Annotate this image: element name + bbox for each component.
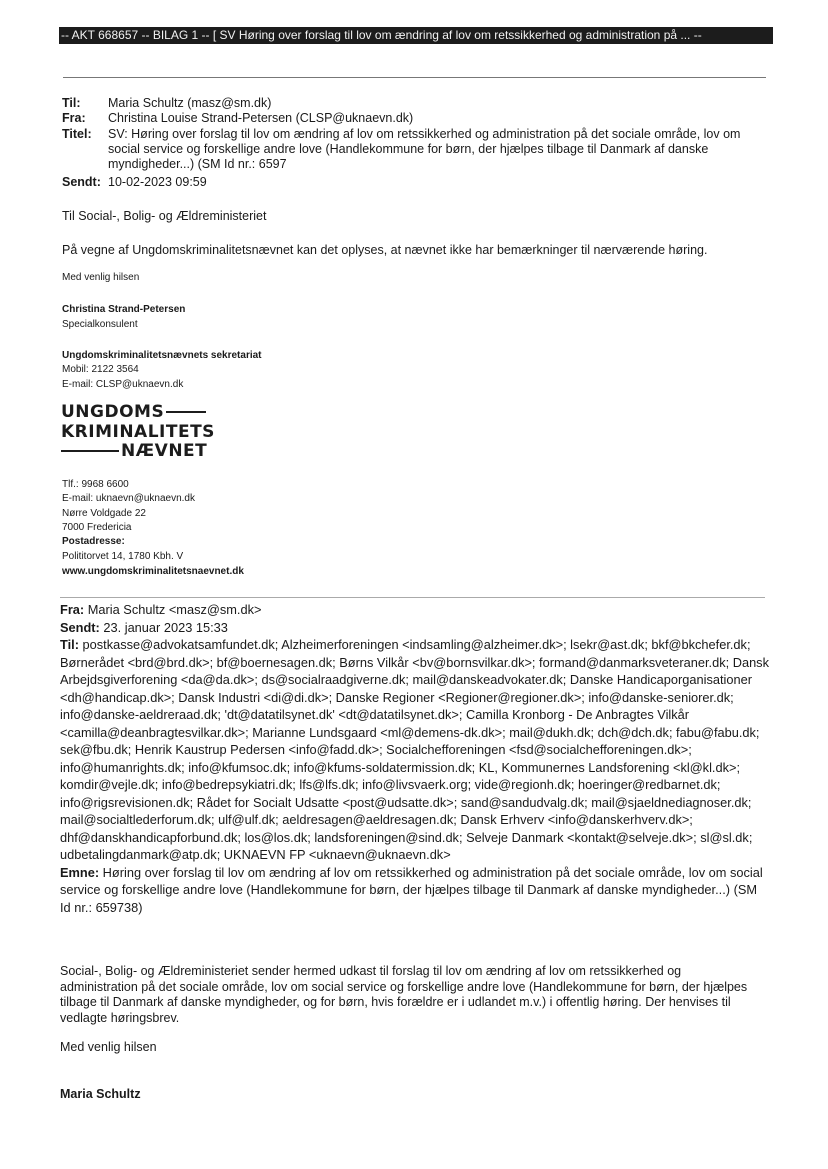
forwarded-sent: 23. januar 2023 15:33 xyxy=(103,619,228,635)
logo-line-2: KRIMINALITETS xyxy=(61,421,215,442)
logo-line-3: NÆVNET xyxy=(61,442,261,462)
postal-address: Polititorvet 14, 1780 Kbh. V xyxy=(62,551,184,562)
reply-message: På vegne af Ungdomskriminalitetsnævnet kan det oplyses, at nævnet ikke har bemærkninger til nærværende høring. xyxy=(62,243,708,257)
forwarded-from-row: Fra: Maria Schultz <masz@sm.dk> xyxy=(60,602,262,617)
postal-label: Postadresse: xyxy=(62,536,125,547)
reply-greeting: Til Social-, Bolig- og Ældreministeriet xyxy=(62,209,267,223)
forward-divider xyxy=(60,597,765,598)
signature-org: Ungdomskriminalitetsnævnets sekretariat xyxy=(62,350,262,361)
forwarded-to-row: Til: postkasse@advokatsamfundet.dk; Alzheimerforeningen <indsamling@alzheimer.dk>; lsekr@ast.dk; bkf@bkchefer.dk; Børnerådet <brd@brd.dk>; bf@boernesagen.dk; Børns Vilkår <bv@bornsvilkar.dk>; formand@danmarksveteraner.dk; Dansk Arbejdsgiverforening <da@da.dk>; ds@socialraadgiverne.dk; mail@danskeadvokater.dk; Danske Handicaporganisationer <dh@handicap.dk>; Dansk Industri <di@di.dk>; Danske Regioner <Regioner@regioner.dk>; info@danske-seniorer.dk; info@danske-aeldreraad.dk; 'dt@datatilsynet.dk' <dt@datatilsynet.dk>; Camilla Kronborg - De Anbragtes Vilkår <camilla@deanbragtesvilkar.dk>; Marianne Lundsgaard <ml@demens-dk.dk>; mail@dukh.dk; dch@dch.dk; fabu@fabu.dk; sek@fbu.dk; Henrik Kaustrup Pedersen <info@fadd.dk>; Socialchefforeningen <fsd@socialchefforeningen.dk>; info@humanrights.dk; info@kfumsoc.dk; info@kfums-soldatermission.dk; KL, Kommunernes Landsforening <kl@kl.dk>; komdir@vejle.dk; info@bedrepsykiatri.dk; lfs@lfs.dk; info@livsvaerk.org; vide@regionh.dk; hoeringer@redbarnet.dk; info@rigsrevisionen.dk; Rådet for Socialt Udsatte <post@udsatte.dk>; sand@sandudvalg.dk; mail@sjaeldnediagnoser.dk; mail@socialtlederforum.dk; ulf@ulf.dk; aeldresagen@aeldresagen.dk; Dansk Erhverv <info@danskerhverv.dk>; dhf@danskhandicapforbund.dk; los@los.dk; landsforeningen@sind.dk; Selveje Danmark <kontakt@selveje.dk>; sl@sl.dk; udbetalingdanmark@atp.dk; UKNAEVN FP <uknaevn@uknaevn.dk> xyxy=(60,637,769,862)
forwarded-signer: Maria Schultz xyxy=(60,1087,141,1101)
org-email: E-mail: uknaevn@uknaevn.dk xyxy=(62,493,195,504)
signature-mobile: Mobil: 2122 3564 xyxy=(62,364,139,375)
org-city: 7000 Fredericia xyxy=(62,522,132,533)
forwarded-header xyxy=(60,601,770,916)
to-label: Til: xyxy=(62,96,81,110)
org-website: www.ungdomskriminalitetsnaevnet.dk xyxy=(62,566,244,577)
from-label: Fra: xyxy=(62,111,86,125)
to-value: Maria Schultz (masz@sm.dk) xyxy=(108,96,272,110)
header-to-row xyxy=(62,96,772,112)
header-sent-row xyxy=(62,175,772,191)
logo-dash xyxy=(61,450,119,452)
signature-name: Christina Strand-Petersen xyxy=(62,304,186,315)
sent-label: Sendt: xyxy=(62,175,101,189)
org-street: Nørre Voldgade 22 xyxy=(62,508,146,519)
logo-line-1: UNGDOMS xyxy=(61,403,261,423)
forwarded-subject: Høring over forslag til lov om ændring af lov om retssikkerhed og administration på det sociale område, lov om social service og forskellige andre love (Handlekommune for børn, der hjælpes tilbage til Danmark af danske myndigheder...) (SM Id nr.: 659738) xyxy=(60,864,763,915)
title-label: Titel: xyxy=(62,127,92,141)
forwarded-recipients: postkasse@advokatsamfundet.dk; Alzheimerforeningen <indsamling@alzheimer.dk>; lsekr@ast.dk; bkf@bkchefer.dk; Børnerådet <brd@brd.dk>; bf@boernesagen.dk; Børns Vilkår <bv@bornsvilkar.dk>; formand@danmarksveteraner.dk; Dansk Arbejdsgiverforening <da@da.dk>; ds@socialraadgiverne.dk; mail@danskeadvokater.dk; Danske Handicaporganisationer <dh@handicap.dk>; Dansk Industri <di@di.dk>; Danske Regioner <Regioner@regioner.dk>; info@danske-seniorer.dk; info@danske-aeldreraad.dk; 'dt@datatilsynet.dk' <dt@datatilsynet.dk>; Camilla Kronborg - De Anbragtes Vilkår <camilla@deanbragtesvilkar.dk>; Marianne Lundsgaard <ml@demens-dk.dk>; mail@dukh.dk; dch@dch.dk; fabu@fabu.dk; sek@fbu.dk; Henrik Kaustrup Pedersen <info@fadd.dk>; Socialchefforeningen <fsd@socialchefforeningen.dk>; info@humanrights.dk; info@kfumsoc.dk; info@kfums-soldatermission.dk; KL, Kommunernes Landsforening <kl@kl.dk>; komdir@vejle.dk; info@bedrepsykiatri.dk; lfs@lfs.dk; info@livsvaerk.org; vide@regionh.dk; hoeringer@redbarnet.dk; info@rigsrevisionen.dk; Rådet for Socialt Udsatte <post@udsatte.dk>; sand@sandudvalg.dk; mail@sjaeldnediagnoser.dk; mail@socialtlederforum.dk; ulf@ulf.dk; aeldresagen@aeldresagen.dk; Dansk Erhverv <info@danskerhverv.dk>; dhf@danskhandicapforbund.dk; los@los.dk; landsforeningen@sind.dk; Selveje Danmark <kontakt@selveje.dk>; sl@sl.dk; udbetalingdanmark@atp.dk; UKNAEVN FP <uknaevn@uknaevn.dk> xyxy=(60,637,769,862)
forwarded-closing: Med venlig hilsen xyxy=(60,1040,157,1054)
header-title-row xyxy=(62,127,772,175)
org-phone: Tlf.: 9968 6600 xyxy=(62,479,129,490)
signature-role: Specialkonsulent xyxy=(62,319,138,330)
logo-dash xyxy=(166,411,206,413)
forwarded-from: Maria Schultz <masz@sm.dk> xyxy=(87,602,262,617)
header-divider xyxy=(63,77,766,78)
header-from-row xyxy=(62,111,772,127)
signature-email: E-mail: CLSP@uknaevn.dk xyxy=(62,379,184,390)
reply-closing: Med venlig hilsen xyxy=(62,272,140,283)
title-value: SV: Høring over forslag til lov om ændring af lov om retssikkerhed og administration på det sociale område, lov om social service og forskellige andre love (Handlekommune for børn, der hjælpes tilbage til Danmark af danske myndigheder...) (SM Id nr.: 6597 xyxy=(108,127,741,171)
forwarded-subject-row: Emne: Høring over forslag til lov om ændring af lov om retssikkerhed og administration på det sociale område, lov om social service og forskellige andre love (Handlekommune for børn, der hjælpes tilbage til Danmark af danske myndigheder...) (SM Id nr.: 659738) xyxy=(60,864,763,915)
sent-value: 10-02-2023 09:59 xyxy=(108,175,207,189)
organization-logo xyxy=(61,403,261,462)
document-banner: -- AKT 668657 -- BILAG 1 -- [ SV Høring over forslag til lov om ændring af lov om retssikkerhed og administration på ... -- xyxy=(59,27,773,44)
forwarded-body: Social-, Bolig- og Ældreministeriet sender hermed udkast til forslag til lov om ændring af lov om retssikkerhed og administration på det sociale område, lov om social service og forskellige andre love (Handlekommune for børn, der hjælpes tilbage til Danmark af danske myndigheder, og for børn, hvis forældre er i udlandet m.v.) i offentlig høring. Der henvises til vedlagte høringsbrev. xyxy=(60,964,748,1025)
from-value: Christina Louise Strand-Petersen (CLSP@uknaevn.dk) xyxy=(108,111,414,125)
forwarded-sent-row: Sendt: 23. januar 2023 15:33 xyxy=(60,619,228,635)
